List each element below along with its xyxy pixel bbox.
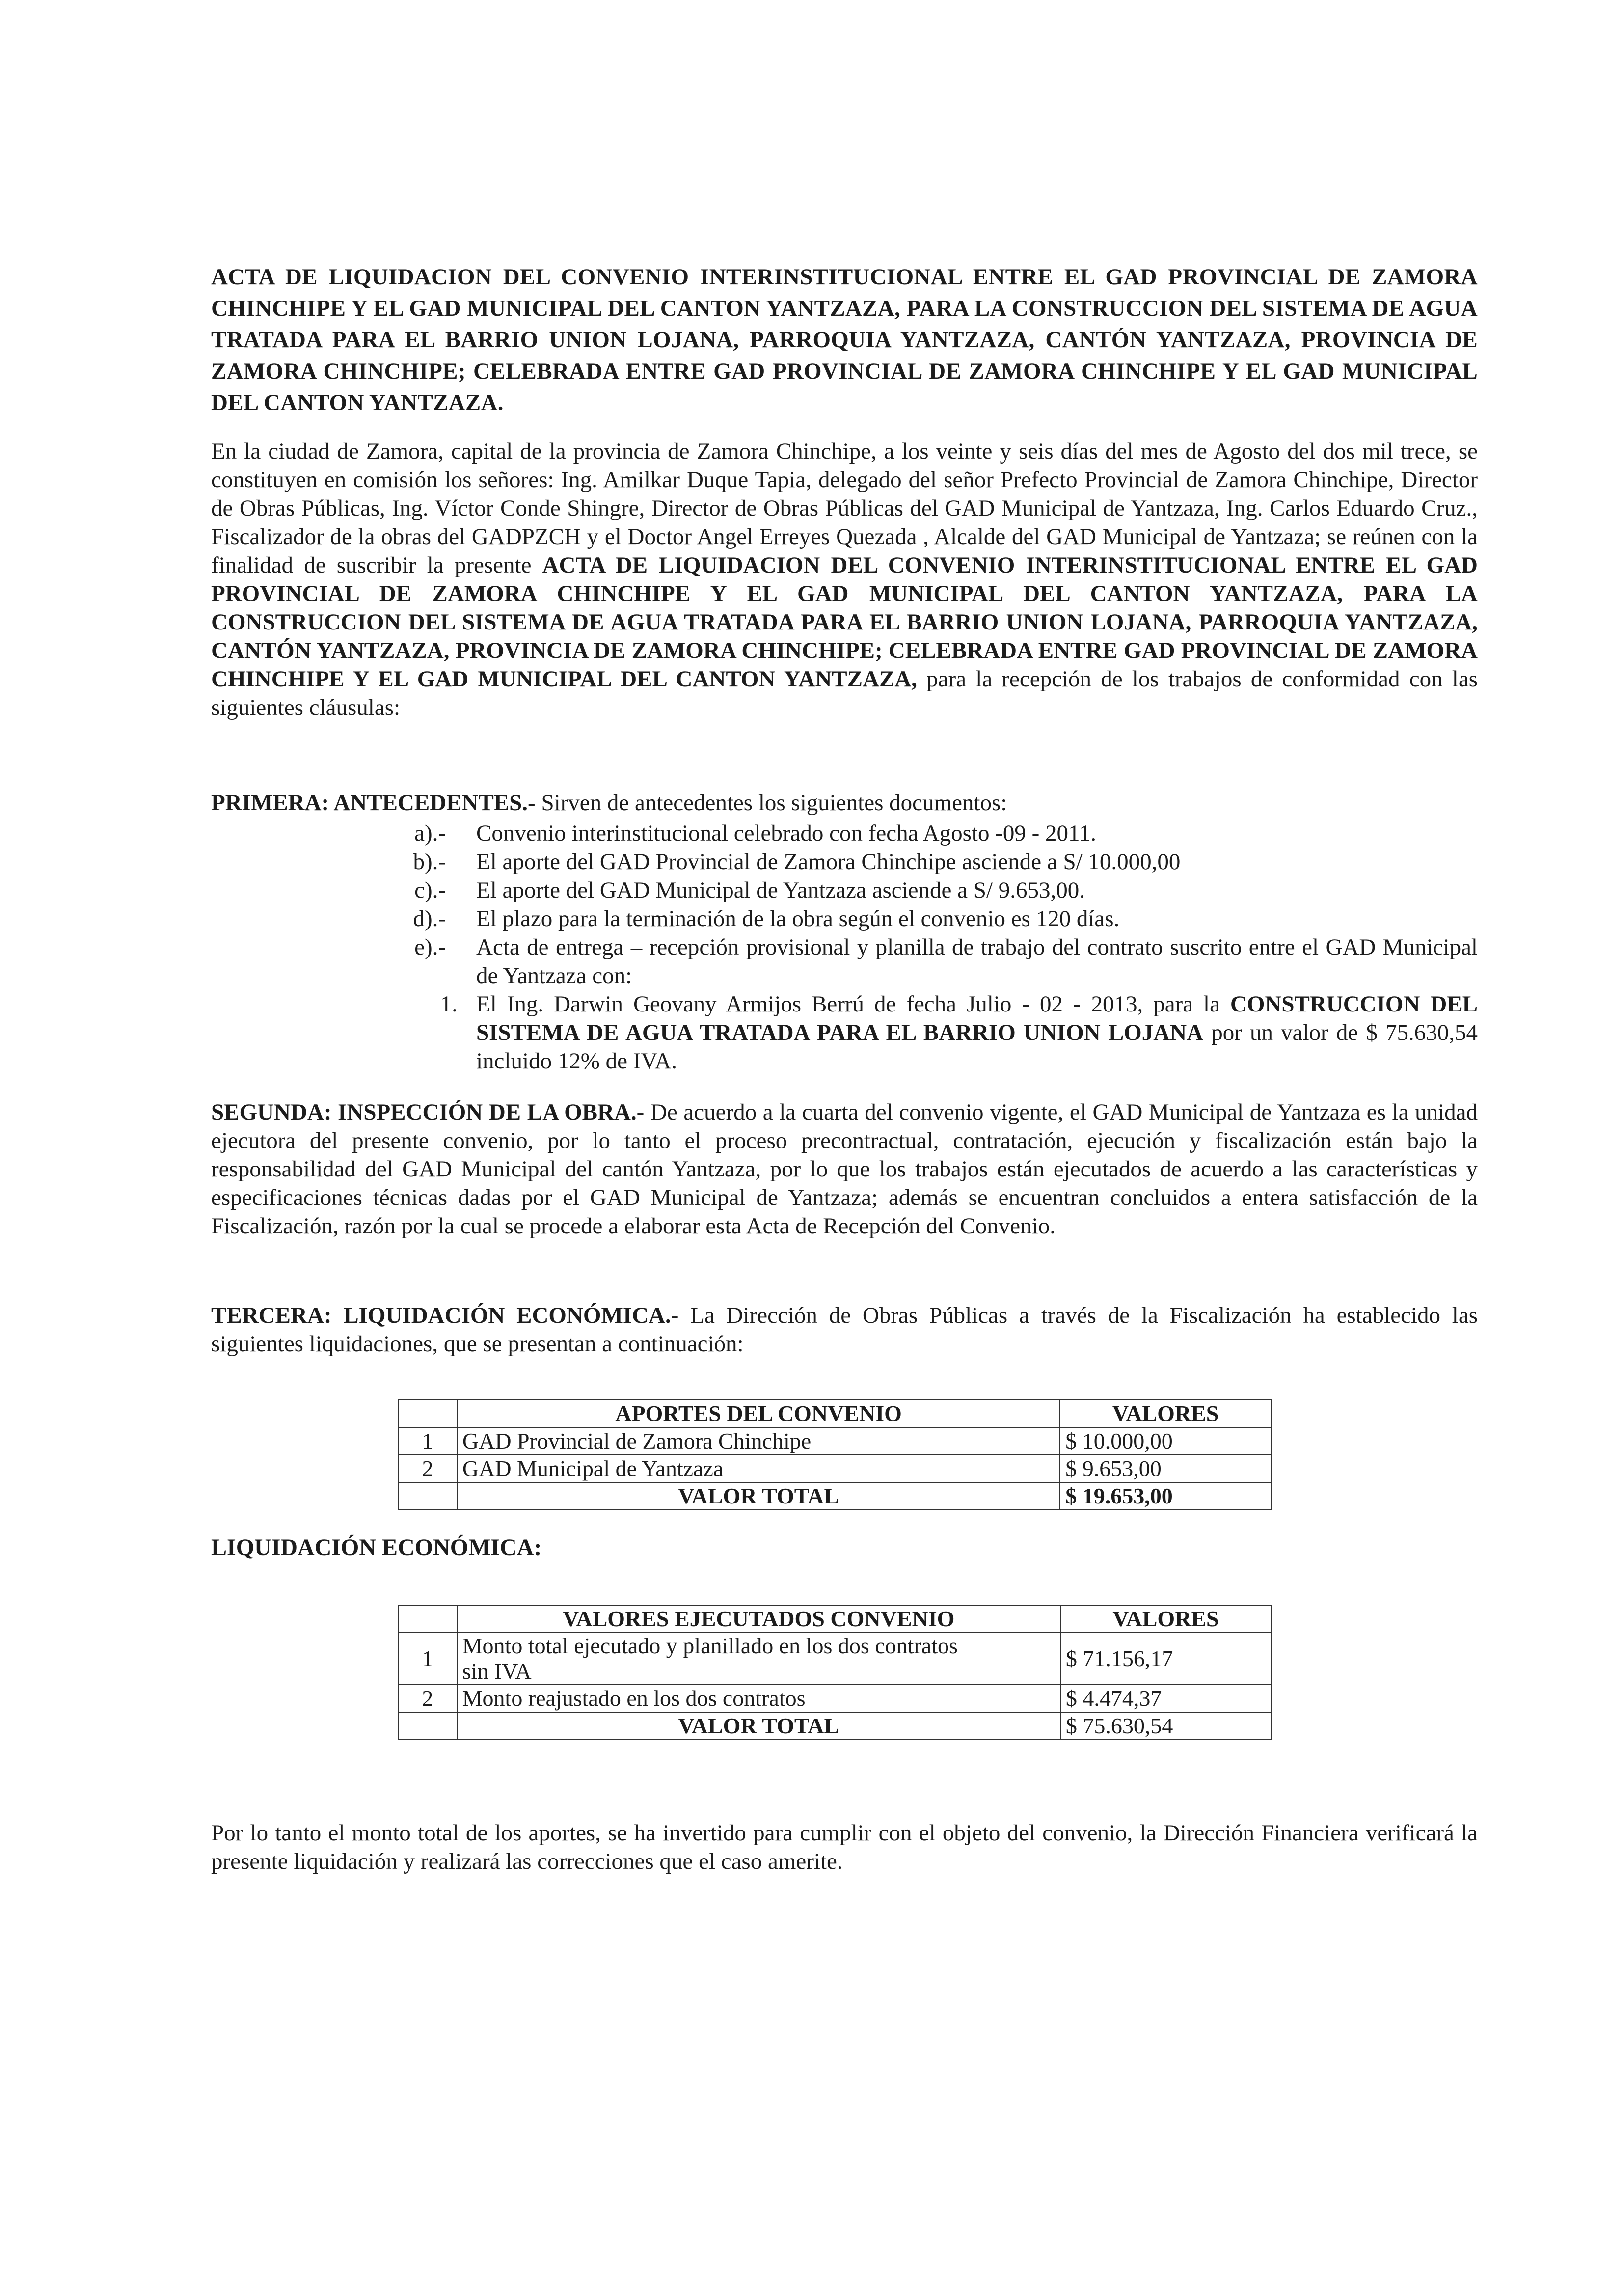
header-valores: VALORES bbox=[1060, 1400, 1271, 1427]
subitem-label: 1. bbox=[440, 991, 458, 1017]
primera-section bbox=[211, 789, 1478, 817]
item-label: a).- bbox=[414, 820, 446, 846]
total-label: VALOR TOTAL bbox=[457, 1482, 1060, 1510]
segunda-text: De acuerdo a la cuarta del convenio vigente, el GAD Municipal de Yantzaza es la unidad ejecutora del presente convenio, por lo tanto el proceso precontractual, contratación, ejecución y fiscalización están bajo la responsabilidad del GAD Municipal del cantón Yantzaza, por lo que los trabajos están ejecutados de acuerdo a las características y especificaciones técnicas dadas por el GAD Municipal de Yantzaza; además se encuentran concluidos a entera satisfacción de la Fiscalización, razón por la cual se procede a elaborar esta Acta de Recepción del Convenio. bbox=[211, 1099, 1478, 1239]
header-valores: VALORES bbox=[1060, 1605, 1271, 1633]
subitem-text bbox=[476, 990, 1478, 1075]
item-text: Convenio interinstitucional celebrado con fecha Agosto -09 - 2011. bbox=[476, 820, 1097, 846]
list-item bbox=[211, 819, 1478, 847]
row-value: $ 4.474,37 bbox=[1060, 1685, 1271, 1712]
row-number: 1 bbox=[398, 1633, 457, 1685]
intro-text-start: En la ciudad de Zamora, capital de la provincia de Zamora Chinchipe, a los veinte y seis días del mes de Agosto del dos mil trece, se constituyen en comisión los señores: Ing. Amilkar Duque Tapia, delegado del señor Prefecto Provincial de Zamora Chinchipe, Director de Obras Públicas, Ing. Víctor Conde Shingre, Director de Obras Públicas del GAD Municipal de Yantzaza, Ing. Carlos Eduardo Cruz., Fiscalizador de la obras del GADPZCH y el Doctor Angel Erreyes Quezada , Alcalde del GAD Municipal de Yantzaza; se reúnen con la finalidad de suscribir la presente bbox=[211, 438, 1478, 578]
segunda-section bbox=[211, 1098, 1478, 1240]
header-blank bbox=[398, 1400, 457, 1427]
subitem-text-start: El Ing. Darwin Geovany Armijos Berrú de fecha Julio - 02 - 2013, para la bbox=[476, 991, 1230, 1017]
total-label: VALOR TOTAL bbox=[457, 1712, 1060, 1740]
row-description-text: Monto total ejecutado y planillado en los dos contratos sin IVA bbox=[462, 1633, 958, 1684]
row-number: 1 bbox=[398, 1427, 457, 1455]
table-total-row bbox=[398, 1482, 1271, 1510]
header-aportes: APORTES DEL CONVENIO bbox=[457, 1400, 1060, 1427]
list-item bbox=[211, 904, 1478, 933]
aportes-table bbox=[398, 1399, 1272, 1510]
item-text: Acta de entrega – recepción provisional y planilla de trabajo del contrato suscrito entre el GAD Municipal de Yantzaza con: bbox=[476, 934, 1478, 988]
intro-paragraph bbox=[211, 437, 1478, 722]
item-label: b).- bbox=[413, 849, 446, 875]
table-header-row bbox=[398, 1605, 1271, 1633]
header-blank bbox=[398, 1605, 457, 1633]
total-value: $ 19.653,00 bbox=[1060, 1482, 1271, 1510]
subitem-text-bold: CONSTRUCCION DEL SISTEMA DE AGUA TRATADA PARA EL BARRIO UNION LOJANA bbox=[476, 991, 1478, 1045]
subitem-text-end: por un valor de $ 75.630,54 incluido 12% de IVA. bbox=[476, 1020, 1478, 1074]
item-label: c).- bbox=[414, 877, 446, 903]
valores-ejecutados-table bbox=[398, 1605, 1272, 1740]
item-label: e).- bbox=[414, 934, 446, 960]
table-row bbox=[398, 1633, 1271, 1685]
list-subitem bbox=[211, 990, 1478, 1075]
tercera-section bbox=[211, 1301, 1478, 1358]
liquidacion-heading: LIQUIDACIÓN ECONÓMICA: bbox=[211, 1534, 542, 1560]
row-value: $ 10.000,00 bbox=[1060, 1427, 1271, 1455]
table-header-row bbox=[398, 1400, 1271, 1427]
intro-text-end: para la recepción de los trabajos de conformidad con las siguientes cláusulas: bbox=[211, 666, 1478, 720]
table-row bbox=[398, 1427, 1271, 1455]
closing-paragraph: Por lo tanto el monto total de los aportes, se ha invertido para cumplir con el objeto del convenio, la Dirección Financiera verificará la presente liquidación y realizará las correcciones que el caso amerite. bbox=[211, 1820, 1478, 1874]
item-text: El aporte del GAD Municipal de Yantzaza asciende a S/ 9.653,00. bbox=[476, 877, 1085, 903]
tercera-text: La Dirección de Obras Públicas a través de la Fiscalización ha establecido las siguientes liquidaciones, que se presentan a continuación: bbox=[211, 1303, 1478, 1357]
header-valores-ejecutados: VALORES EJECUTADOS CONVENIO bbox=[457, 1605, 1060, 1633]
row-description: GAD Provincial de Zamora Chinchipe bbox=[457, 1427, 1060, 1455]
primera-text: Sirven de antecedentes los siguientes documentos: bbox=[535, 790, 1007, 816]
total-value: $ 75.630,54 bbox=[1060, 1712, 1271, 1740]
document-title: ACTA DE LIQUIDACION DEL CONVENIO INTERINSTITUCIONAL ENTRE EL GAD PROVINCIAL DE ZAMORA CHINCHIPE Y EL GAD MUNICIPAL DEL CANTON YANTZAZA, PARA LA CONSTRUCCION DEL SISTEMA DE AGUA TRATADA PARA EL BARRIO UNION LOJANA, PARROQUIA YANTZAZA, CANTÓN YANTZAZA, PROVINCIA DE ZAMORA CHINCHIPE; CELEBRADA ENTRE GAD PROVINCIAL DE ZAMORA CHINCHIPE Y EL GAD MUNICIPAL DEL CANTON YANTZAZA. bbox=[211, 264, 1478, 415]
row-value: $ 9.653,00 bbox=[1060, 1455, 1271, 1482]
row-description: GAD Municipal de Yantzaza bbox=[457, 1455, 1060, 1482]
row-description: Monto reajustado en los dos contratos bbox=[457, 1685, 1060, 1712]
list-item bbox=[211, 933, 1478, 990]
total-blank bbox=[398, 1712, 457, 1740]
primera-heading: PRIMERA: ANTECEDENTES.- bbox=[211, 790, 536, 816]
tercera-heading: TERCERA: LIQUIDACIÓN ECONÓMICA.- bbox=[211, 1303, 679, 1328]
total-blank bbox=[398, 1482, 457, 1510]
row-value: $ 71.156,17 bbox=[1060, 1633, 1271, 1685]
item-text: El plazo para la terminación de la obra según el convenio es 120 días. bbox=[476, 906, 1120, 931]
intro-text-bold: ACTA DE LIQUIDACION DEL CONVENIO INTERINSTITUCIONAL ENTRE EL GAD PROVINCIAL DE ZAMORA CHINCHIPE Y EL GAD MUNICIPAL DEL CANTON YANTZAZA, PARA LA CONSTRUCCION DEL SISTEMA DE AGUA TRATADA PARA EL BARRIO UNION LOJANA, PARROQUIA YANTZAZA, CANTÓN YANTZAZA, PROVINCIA DE ZAMORA CHINCHIPE; CELEBRADA ENTRE GAD PROVINCIAL DE ZAMORA CHINCHIPE Y EL GAD MUNICIPAL DEL CANTON YANTZAZA, bbox=[211, 552, 1478, 692]
table-row bbox=[398, 1455, 1271, 1482]
list-item bbox=[211, 876, 1478, 904]
table-total-row bbox=[398, 1712, 1271, 1740]
row-number: 2 bbox=[398, 1455, 457, 1482]
item-label: d).- bbox=[413, 906, 446, 931]
antecedentes-list bbox=[211, 819, 1478, 1075]
list-item bbox=[211, 847, 1478, 876]
segunda-heading: SEGUNDA: INSPECCIÓN DE LA OBRA.- bbox=[211, 1099, 645, 1125]
item-text: El aporte del GAD Provincial de Zamora Chinchipe asciende a S/ 10.000,00 bbox=[476, 849, 1181, 875]
row-description bbox=[457, 1633, 1060, 1685]
table-row bbox=[398, 1685, 1271, 1712]
row-number: 2 bbox=[398, 1685, 457, 1712]
